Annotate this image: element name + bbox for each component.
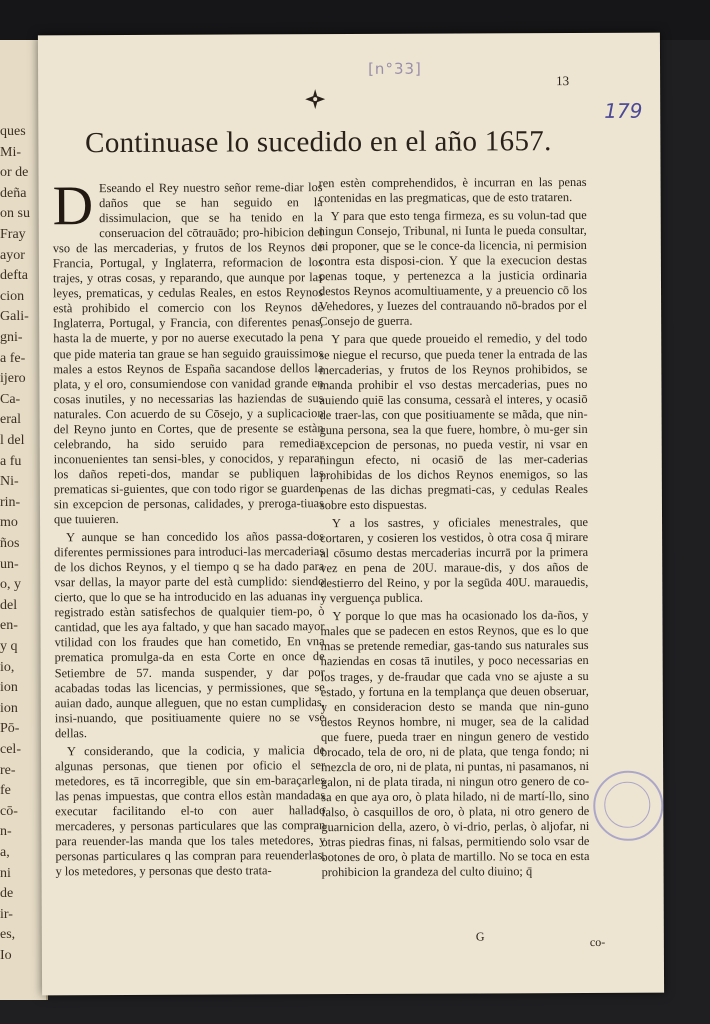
left-page-fragment: y q	[0, 639, 18, 654]
left-page-fragment: Io	[0, 948, 12, 963]
paragraph	[52, 175, 325, 527]
left-page-fragment: gni-	[0, 330, 23, 345]
left-page-fragment: Mi-	[0, 144, 21, 160]
left-page-fragment: Ni-	[0, 474, 19, 490]
paragraph: Y para que esto tenga firmeza, es su volun-tad que ningun Consejo, Tribunal, ni Iunta le pueda consultar, ni proponer, que se le conce-da licencia, ni permision contra esta disposi-cion. Y que la execucion destas penas toque, y pertenezca a la justicia ordinaria destos Reynos acomultiuamente, y a preuencio cō los Vehedores, y Iuezes del contrauando nō-brados por el Consejo de guerra.	[318, 208, 588, 329]
left-page-fragment: defta	[0, 268, 28, 284]
left-page-fragment: ques	[0, 124, 26, 139]
left-page-fragment: eral	[0, 412, 21, 428]
left-page-fragment: l del	[0, 433, 25, 448]
signature-mark: G	[475, 929, 485, 944]
left-page-fragment: cion	[0, 288, 25, 304]
left-page-fragment: ni	[0, 865, 11, 881]
left-page-fragment: ion	[0, 700, 18, 716]
left-page-fragment: a fu	[0, 453, 22, 469]
left-page-fragment: ños	[0, 536, 20, 551]
left-page-fragment: Pō-	[0, 721, 20, 737]
cross-fleuron-icon	[304, 88, 326, 110]
left-page-fragment: del	[0, 597, 18, 613]
left-page-fragment: Fray	[0, 227, 26, 242]
left-page-fragment: a fe-	[0, 350, 26, 366]
left-page-fragment: or de	[0, 165, 29, 181]
left-page-fragment: en-	[0, 618, 18, 634]
left-page-fragment: Gali-	[0, 309, 29, 325]
drop-cap: D	[52, 175, 94, 238]
paragraph: Y porque lo que mas ha ocasionado los da-ños, y males que se padecen en estos Reynos, que es lo que mas se pretende remediar, gas-tando sus naturales sus haziendas en cosas tā inutiles, y poco necessarias en los trages, y de-fraudar que cada vno se ajuste a su estado, y fortuna en la templança que deuen obseruar, y en consideracion desto se manda que nin-guno destos Reynos hombre, ni muger, sea de la calidad que fuere, pueda traer en ningun genero de vestido brocado, tela de oro, ni de plata, que tenga fondo; ni mezcla de oro, ni de plata, ni puntas, ni pasamanos, ni galon, ni de plata tirada, ni ningun otro genero de co-sa en que aya oro, ò plata hilado, ni de martí-llo, sino falso, ò casquillos de oro, ò plata, ni otro genero de guarnicion della, azero, ò vi-drio, perlas, ò aljofar, ni otras piedras finas, ni falsas, permitiendo solo vsar de botones de oro, ò plata de martillo. No se toca en esta prohibicion la grandeza del culto diuino; q̄	[320, 608, 590, 880]
paragraph-text: Eseando el Rey nuestro señor reme-diar los daños que se han seguido en la dissimulacion, que se ha tenido en la conseruacion del cōtrauādo; pro-hibicion del vso de las mercaderias, y frutos de los Reynos de Francia, Portugal, y Inglaterra, reformacion de los trajes, y otras cosas, y reparando, que aunque por las leyes, prematicas, y cedulas Reales, en estos Reynos està prohibido el comercio con los Reynos de Inglaterra, Portugal, y Francia, con diferentes penas, hasta la de muerte, y por no auerse executado la pena que pide materia tan graue se han seguido grauissimos males a estos Reynos de España sacandose dellos la plata, y el oro, consumiendose con vanidad grande en cosas inutiles, y no necessarias las haziendas de sus naturales. Con acuerdo de su Cōsejo, y a suplicacion del Reyno junto en Cortes, que de presente se estàn celebrando, ha sido seruido para remediar inconuenientes tan sensi-bles, y conocidos, y reparar los daños repeti-dos, mandar se publiquen las prematicas si-guientes, que con todo rigor se guarden, sin excepcion de personas, calidades, y preroga-tiuas que tuuieren.	[52, 180, 324, 527]
text-column-left	[52, 175, 326, 882]
left-page-fragment: es,	[0, 927, 16, 943]
page-number: 13	[556, 73, 570, 89]
paragraph: Y considerando, que la codicia, y malicia de algunas personas, que tienen por oficio el ser metedores, es tā incorregible, que sin em-baraçarles las penas impuestas, que contra ellos estàn mandadas executar facilitando el-to con auer hallado mercaderes, y personas particulares que las compran para reuender-las manda que los tales metedores, y personas particulares q las compran para reuenderlas, y los metedores, y personas que desto trata-	[55, 742, 326, 879]
left-page-fragment: ayor	[0, 247, 25, 263]
paragraph: Y para que quede proueido el remedio, y del todo se niegue el recurso, que pueda tener la entrada de las mercaderias, y frutos de los Reynos prohibidos, se manda prohibir el vso destas mercaderias, pues no auiendo quiē las consuma, cessarà el interes, y ocasiō de traer-las, con que positiuamente se mãda, que nin-guna persona, sea la que fuere, hombre, ò mu-ger sin excepcion de personas, no pueda vestir, ni vsar en ningun efecto, ni ocasiō de las mer-caderias prohibidas de los dichos Reynos enemigos, so las penas de las dichas pregmati-cas, y cedulas Reales sobre esto dispuestas.	[319, 331, 588, 513]
left-page-fragment: de	[0, 886, 14, 902]
left-page-fragment: deña	[0, 185, 27, 201]
library-stamp-icon	[593, 771, 663, 841]
left-page-fragment: mo	[0, 515, 18, 531]
paragraph: Y aunque se han concedido los años passa-dos diferentes permissiones para introduci-las mercaderias de los dichos Reynos, y el tiempo q se ha dado para vsar dellas, la mayor parte del està cumplido: siendo cierto, que lo que se ha introducido en las aduanas in-registrado estàn satisfechos de qualquier tiem-po, ò cantidad, que les aya faltado, y que han sacado mayor vtilidad con los fraudes que han cometido, En vna prematica promulga-da en esta Corte en once de Setiembre de 57. manda suspender, y dar por acabadas todas las licencias, y permissiones, que se auian dado, aunque alleguen, que no estan cumplidas, insi-nuando, que positiuamente quiere no se vse dellas.	[54, 529, 325, 740]
left-page-fragment: on su	[0, 206, 30, 222]
left-page-fragment: un-	[0, 556, 19, 572]
document-page	[38, 33, 664, 996]
left-page-fragment: Ca-	[0, 391, 21, 407]
left-page-fragment: ion	[0, 680, 18, 696]
catchword: co-	[589, 934, 606, 949]
handwritten-folio-number: 179	[604, 98, 643, 123]
left-page-fragment: cō-	[0, 803, 18, 819]
left-page-fragment: fe	[0, 783, 11, 799]
left-page-fragment: n-	[0, 824, 12, 840]
left-page-fragment: io,	[0, 659, 15, 675]
left-page-fragment: rin-	[0, 494, 21, 510]
left-page-fragment: re-	[0, 762, 16, 778]
left-page-fragment: ijero	[0, 371, 26, 387]
page-title: Continuase lo sucedido en el año 1657.	[85, 125, 552, 160]
text-column-right	[319, 175, 590, 883]
left-page-fragment: ir-	[0, 906, 13, 922]
paragraph: Y a los sastres, y oficiales menestrales, que cortaren, y cosieren los vestidos, ò otra cosa q̄ mirare al cōsumo destas mercaderias incurrā por la primera vez en pena de 20U. maraue-dis, y dos años de destierro del Reino, y por la segūda 40U. marauedis, y verguença publica.	[320, 514, 589, 606]
paragraph: ren estèn comprehendidos, è incurran en las penas contenidas en las pregmaticas, que de esto trataren.	[318, 174, 587, 206]
left-page-fragment: cel-	[0, 742, 21, 757]
pencil-annotation: [n°33]	[368, 59, 422, 78]
stamp-inner-ring	[604, 782, 650, 828]
left-page-fragment: o, y	[0, 577, 21, 593]
left-page-fragment: a,	[0, 845, 10, 860]
